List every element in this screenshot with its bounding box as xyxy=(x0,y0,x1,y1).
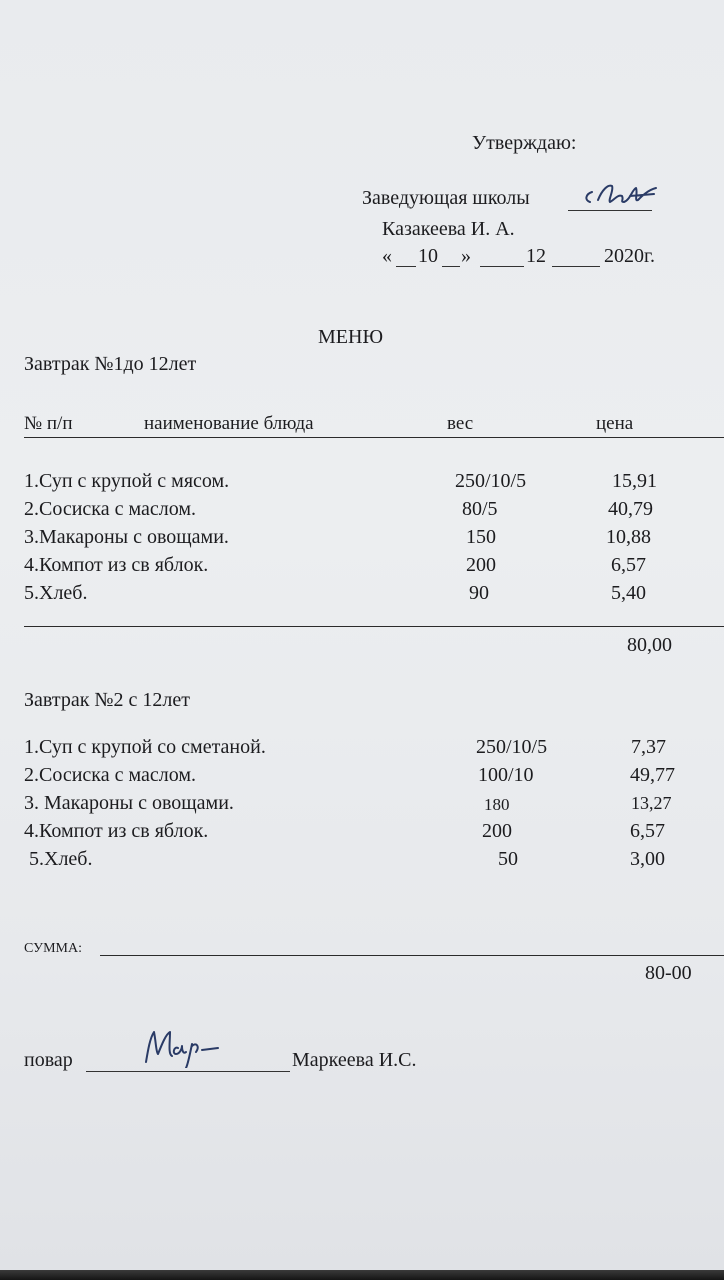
item-price: 6,57 xyxy=(611,554,646,576)
list-item: 2.Сосиска с маслом. xyxy=(24,498,196,520)
approval-date-month: 12 xyxy=(526,245,546,267)
item-weight: 50 xyxy=(498,848,518,870)
item-price: 10,88 xyxy=(606,526,651,548)
total-rule-1 xyxy=(24,626,724,627)
header-name: наименование блюда xyxy=(144,413,314,434)
breakfast1-total: 80,00 xyxy=(627,634,672,656)
paper-bottom-edge xyxy=(0,1270,724,1280)
item-price: 6,57 xyxy=(630,820,665,842)
menu-title: МЕНЮ xyxy=(318,326,383,348)
list-item: 4.Компот из св яблок. xyxy=(24,820,209,842)
header-rule xyxy=(24,437,724,438)
date-underline-3 xyxy=(480,266,524,267)
item-price: 13,27 xyxy=(631,793,672,813)
item-price: 7,37 xyxy=(631,736,666,758)
cook-signature xyxy=(136,1024,226,1068)
date-underline-1 xyxy=(396,266,416,267)
item-weight: 90 xyxy=(469,582,489,604)
sum-label: СУММА: xyxy=(24,941,82,956)
list-item: 5.Хлеб. xyxy=(24,848,93,870)
breakfast2-title: Завтрак №2 с 12лет xyxy=(24,689,190,711)
approval-position: Заведующая школы xyxy=(362,187,530,209)
item-weight: 180 xyxy=(484,795,510,814)
item-weight: 100/10 xyxy=(478,764,534,786)
item-weight: 150 xyxy=(466,526,496,548)
cook-label: повар xyxy=(24,1049,73,1071)
approval-date-open: « xyxy=(382,245,392,267)
header-num: № п/п xyxy=(24,413,73,434)
sum-rule xyxy=(100,955,724,956)
cook-name: Маркеева И.С. xyxy=(292,1049,417,1071)
header-price: цена xyxy=(596,413,634,434)
item-price: 3,00 xyxy=(630,848,665,870)
cook-signature-line xyxy=(86,1071,290,1072)
approval-date-year: 2020г. xyxy=(604,245,655,267)
item-weight: 200 xyxy=(466,554,496,576)
approval-date-close: » xyxy=(461,245,471,267)
item-price: 40,79 xyxy=(608,498,653,520)
list-item: 2.Сосиска с маслом. xyxy=(24,764,196,786)
list-item: 4.Компот из св яблок. xyxy=(24,554,209,576)
item-price: 49,77 xyxy=(630,764,675,786)
list-item: 1.Суп с крупой со сметаной. xyxy=(24,736,266,758)
item-price: 15,91 xyxy=(612,470,657,492)
item-price: 5,40 xyxy=(611,582,646,604)
list-item: 5.Хлеб. xyxy=(24,582,88,604)
approval-date-day: 10 xyxy=(418,245,438,267)
list-item: 3.Макароны с овощами. xyxy=(24,526,229,548)
item-weight: 250/10/5 xyxy=(476,736,548,758)
date-underline-4 xyxy=(552,266,600,267)
head-signature xyxy=(578,178,664,212)
header-weight: вес xyxy=(447,413,474,434)
approval-title: Утверждаю: xyxy=(472,132,577,154)
item-weight: 80/5 xyxy=(462,498,498,520)
item-weight: 200 xyxy=(482,820,512,842)
list-item: 1.Суп с крупой с мясом. xyxy=(24,470,230,492)
date-underline-2 xyxy=(442,266,460,267)
breakfast1-title: Завтрак №1до 12лет xyxy=(24,353,197,375)
list-item: 3. Макароны с овощами. xyxy=(24,792,234,814)
item-weight: 250/10/5 xyxy=(455,470,527,492)
approval-name: Казакеева И. А. xyxy=(382,218,515,240)
breakfast2-total: 80-00 xyxy=(645,962,692,984)
